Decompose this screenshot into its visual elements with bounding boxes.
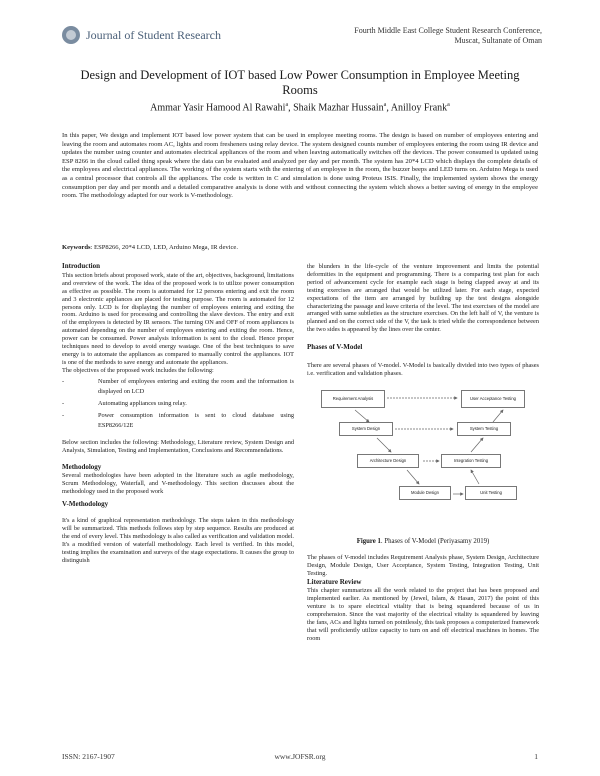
keywords-text: : ESP8266, 20*4 LCD, LED, Arduino Mega, IR device. xyxy=(90,244,239,251)
journal-logo-icon xyxy=(62,26,80,44)
diagram-node-architecture-design: Architecture Design xyxy=(357,454,419,468)
v-model-diagram xyxy=(307,384,539,534)
journal-logo xyxy=(62,26,221,44)
author-affiliation: a xyxy=(383,102,387,108)
objectives-intro: The objectives of the proposed work includes the following: xyxy=(62,366,214,374)
conference-line-1: Fourth Middle East College Student Research Conference, xyxy=(354,26,542,35)
literature-review-paragraph: This chapter summarizes all the work related to the project that has been proposed and implemented earlier. As mentioned by (Jewel, Islam, & Hasan, 2017) the point of this venture is to spare electrical vitality that is being squandered because of us in comprehension. Since the vast majority of the electrical vitality is squandered by leaving the fans, ACs and lights turned on pointlessly, this task proposes a computerized framework that will proficiently utilize capacity to turn on and off electrical machines in homes. The room xyxy=(307,587,539,642)
objectives-list xyxy=(62,377,294,431)
v-methodology-paragraph: It's a kind of graphical representation methodology. The steps taken in this methodology will be summarized. This methods follows step by step sequence. Results are produced at the end of every level. This methodology is also called as verification and validation model. It's a modified version of waterfall methodology. Each level is verified. In this model, testing implies the examination and surveys of the stage expectations. It causes the group to distinguish xyxy=(62,517,294,564)
author-affiliation: a xyxy=(447,102,450,108)
author-list: Ammar Yasir Hamood Al Rawahi$^a$, Shaik Mazhar Hussain$^a$, Anilloy Frank$^a$ xyxy=(150,102,450,114)
paper-title: Design and Development of IOT based Low Power Consumption in Employee Meeting Rooms xyxy=(80,68,520,97)
figure-caption-text: . Phases of V-Model (Periyasamy 2019) xyxy=(380,537,490,545)
diagram-node-module-design: Module Design xyxy=(399,486,451,500)
list-item: - Number of employees entering and exiting the room and the information is displayed on LCD xyxy=(62,377,294,397)
figure-caption xyxy=(307,538,539,546)
author-affiliation: a xyxy=(285,102,289,108)
diagram-node-user-acceptance-testing: User Acceptance Testing xyxy=(461,390,525,408)
conference-line-2: Muscat, Sultanate of Oman xyxy=(454,36,542,45)
author-name: Shaik Mazhar Hussain xyxy=(293,102,384,114)
page-header xyxy=(62,24,542,60)
conference-info xyxy=(354,26,542,46)
right-column xyxy=(307,263,539,648)
section-heading-phases: Phases of V-Model xyxy=(307,343,363,352)
intro-paragraph-2: Below section includes the following: Methodology, Literature review, System Design and Analysis, Simulation, Testing and Implementation, Conclusions and Recommendations. xyxy=(62,438,294,454)
section-heading-introduction: Introduction xyxy=(62,262,100,270)
issn: ISSN: 2167-1907 xyxy=(62,752,115,761)
v-methodology-continued: the blunders in the life-cycle of the venture improvement and limits the potential deformities in the equipment and programming. There is a comparing test plan for each period of advancement cycle for example each stage is being clapped away at and its testing exercises are arranged that would be utilized later. For each stage, expected expectations of the item are arranged by building up the test designs alongside characterizing the passage and leave criteria of the level. The test exercises of the model are arranged with same subtleties as the structure exercises. On the left half of V, the venture is planned and on the correct side of the V, the task is tried while the correspondence between the two sides is appeared by the lines over the center. xyxy=(307,263,539,334)
author-name: Anilloy Frank xyxy=(390,102,448,114)
journal-name: Journal of Student Research xyxy=(86,27,221,42)
left-column xyxy=(62,263,294,569)
list-item: - Power consumption information is sent to cloud database using ESP8266/12E xyxy=(62,411,294,431)
figure-label: Figure 1 xyxy=(356,537,381,545)
author-name: Ammar Yasir Hamood Al Rawahi xyxy=(150,102,286,114)
list-item: - Automating appliances using relay. xyxy=(62,399,294,409)
diagram-node-unit-testing: Unit Testing xyxy=(465,486,517,500)
intro-paragraph: This section briefs about proposed work, state of the art, objectives, background, limitations and overview of the work. The idea of the proposed work is to utilize power consumption as effective as possible. The room is automated for 12 persons entering and exit the room and 3 electronic appliances are placed for testing purpose. The room is automated for 12 persons only. LCD is for displaying the number of employees entering and exiting the room. Arduino is used for processing and controlling the slave devices. The entry and exit of the employees is detected by IR sensors. The turning ON and OFF of room appliances is automated depending on the number of employees entering and exiting the room. Hence, power can be consumed. Power analysis information is sent to the cloud. Hence proper techniques need to develop to avoid energy wastage. One of the best techniques to save energy is to automate the appliances as compared to manually control the appliances. IOT is one of the methods to save energy and automate the appliances. xyxy=(62,271,294,366)
keywords xyxy=(62,244,538,251)
keywords-label: Keywords xyxy=(62,244,91,251)
diagram-node-requirement-analysis: Requirement Analysis xyxy=(321,390,385,408)
diagram-node-integration-testing: Integration Testing xyxy=(441,454,501,468)
journal-website: www.JOFSR.org xyxy=(274,752,326,761)
phases-paragraph: There are several phases of V-model. V-Model is basically divided into two types of phases i.e. verification and validation phases. xyxy=(307,362,539,377)
phases-list-paragraph: The phases of V-model includes Requirement Analysis phase, System Design, Architecture Design, Module Design, User Acceptance, System Testing, Integration Testing, Unit Testing. xyxy=(307,553,539,577)
abstract: In this paper, We design and implement IOT based low power system that can be used in employee meeting rooms. The design is based on number of employees entering and leaving the room and automates room AC, lights and room fresheners using relay device. The system designed counts number of employees entering the room using IR device and updates the number using counter and automates electrical appliances of the room and when leaving automatically switches off the devices. The power consumed is updated using ESP 8266 in the cloud called thing speak where the data can be evaluated and analyzed per day and per month. The system has 20*4 LCD which displays the complete details of the employees and electrical appliances. The working of the system starts with the entering of an employee in the room, the buzzer beeps and LED turns on. Arduino Mega is used as a central processor that controls all the appliances. The code is written in C and simulation is done using Proteus ISIS. Finally, the implemented system shows the energy consumption per day and per month and a detailed comparative analysis is done with and without connecting the system which shows a better saving of energy in the employee room. The methodology adapted for our work is V-methodology. xyxy=(62,132,538,200)
methodology-paragraph: Several methodologies have been adopted in the literature such as agile methodology, Scrum Methodology, Waterfall, and V-methodology. This section discusses about the methodology used in the proposed work xyxy=(62,472,294,496)
section-heading-v-methodology: V-Methodology xyxy=(62,500,109,509)
section-heading-literature-review: Literature Review xyxy=(307,577,362,586)
page-number: 1 xyxy=(534,752,538,761)
section-heading-methodology: Methodology xyxy=(62,462,102,471)
diagram-node-system-design: System Design xyxy=(339,422,393,436)
diagram-node-system-testing: System Testing xyxy=(457,422,511,436)
